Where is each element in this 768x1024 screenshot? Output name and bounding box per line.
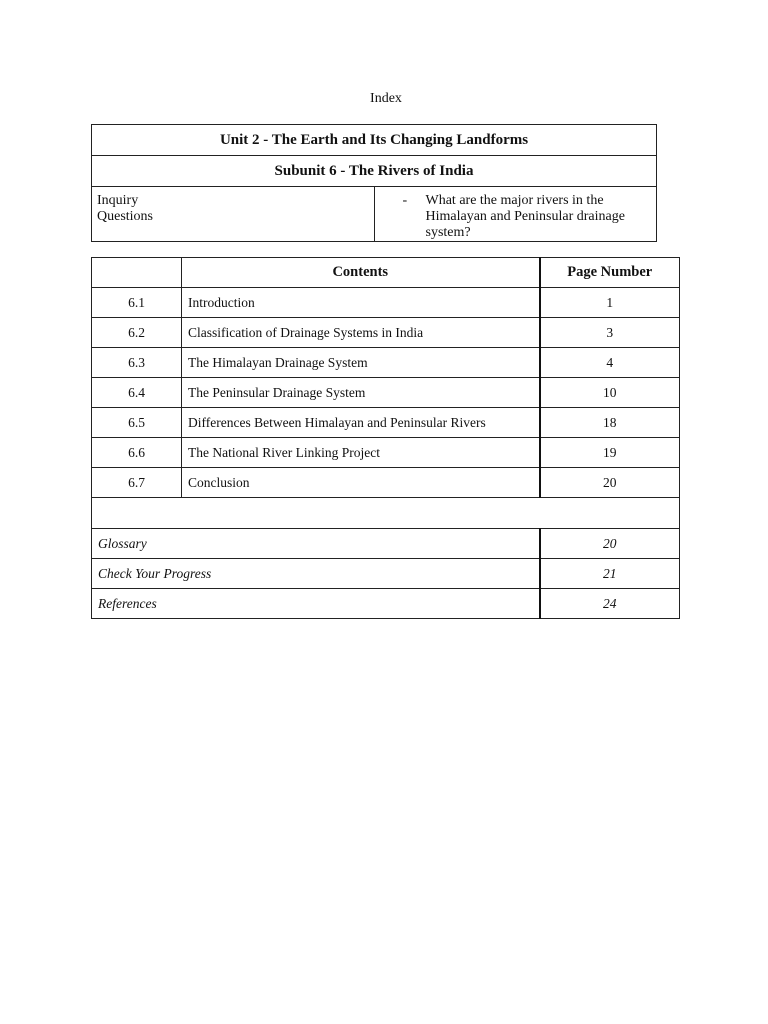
inquiry-question: What are the major rivers in the Himalayan and Peninsular drainage system? bbox=[425, 193, 625, 240]
section-title: The National River Linking Project bbox=[182, 438, 540, 468]
section-page: 19 bbox=[540, 438, 680, 468]
section-title: Conclusion bbox=[182, 468, 540, 498]
table-row bbox=[92, 288, 680, 318]
table-row bbox=[92, 348, 680, 378]
table-row bbox=[92, 438, 680, 468]
table-row bbox=[92, 468, 680, 498]
spacer-cell bbox=[92, 498, 680, 529]
inquiry-row bbox=[92, 187, 657, 242]
section-page: 4 bbox=[540, 348, 680, 378]
unit-info-table bbox=[91, 124, 657, 242]
contents-header-title: Contents bbox=[182, 258, 540, 288]
section-title: The Peninsular Drainage System bbox=[182, 378, 540, 408]
section-title: The Himalayan Drainage System bbox=[182, 348, 540, 378]
section-number: 6.6 bbox=[92, 438, 182, 468]
check-progress-title: Check Your Progress bbox=[92, 559, 540, 589]
page-heading: Index bbox=[370, 91, 402, 106]
section-title: Introduction bbox=[182, 288, 540, 318]
section-page: 1 bbox=[540, 288, 680, 318]
section-page: 10 bbox=[540, 378, 680, 408]
inquiry-question-cell bbox=[374, 187, 657, 242]
inquiry-label-line2: Questions bbox=[97, 209, 153, 224]
glossary-page: 20 bbox=[540, 529, 680, 559]
section-title: Differences Between Himalayan and Peninsular Rivers bbox=[182, 408, 540, 438]
section-number: 6.1 bbox=[92, 288, 182, 318]
table-row bbox=[92, 589, 680, 619]
references-page: 24 bbox=[540, 589, 680, 619]
section-number: 6.4 bbox=[92, 378, 182, 408]
contents-header-num bbox=[92, 258, 182, 288]
unit-title: Unit 2 - The Earth and Its Changing Landforms bbox=[92, 125, 657, 156]
section-page: 20 bbox=[540, 468, 680, 498]
subunit-title-row bbox=[92, 156, 657, 187]
check-progress-page: 21 bbox=[540, 559, 680, 589]
section-number: 6.7 bbox=[92, 468, 182, 498]
contents-header-row bbox=[92, 258, 680, 288]
subunit-title: Subunit 6 - The Rivers of India bbox=[92, 156, 657, 187]
table-row bbox=[92, 529, 680, 559]
table-row bbox=[92, 378, 680, 408]
contents-header-page: Page Number bbox=[540, 258, 680, 288]
section-number: 6.2 bbox=[92, 318, 182, 348]
table-row bbox=[92, 559, 680, 589]
table-row bbox=[92, 318, 680, 348]
section-title: Classification of Drainage Systems in India bbox=[182, 318, 540, 348]
spacer-row bbox=[92, 498, 680, 529]
contents-table bbox=[91, 257, 680, 619]
references-title: References bbox=[92, 589, 540, 619]
section-number: 6.3 bbox=[92, 348, 182, 378]
inquiry-bullet: - bbox=[402, 193, 408, 208]
section-number: 6.5 bbox=[92, 408, 182, 438]
section-page: 18 bbox=[540, 408, 680, 438]
inquiry-label-line1: Inquiry bbox=[97, 193, 139, 208]
table-row bbox=[92, 408, 680, 438]
section-page: 3 bbox=[540, 318, 680, 348]
unit-title-row bbox=[92, 125, 657, 156]
glossary-title: Glossary bbox=[92, 529, 540, 559]
inquiry-label bbox=[92, 187, 375, 242]
